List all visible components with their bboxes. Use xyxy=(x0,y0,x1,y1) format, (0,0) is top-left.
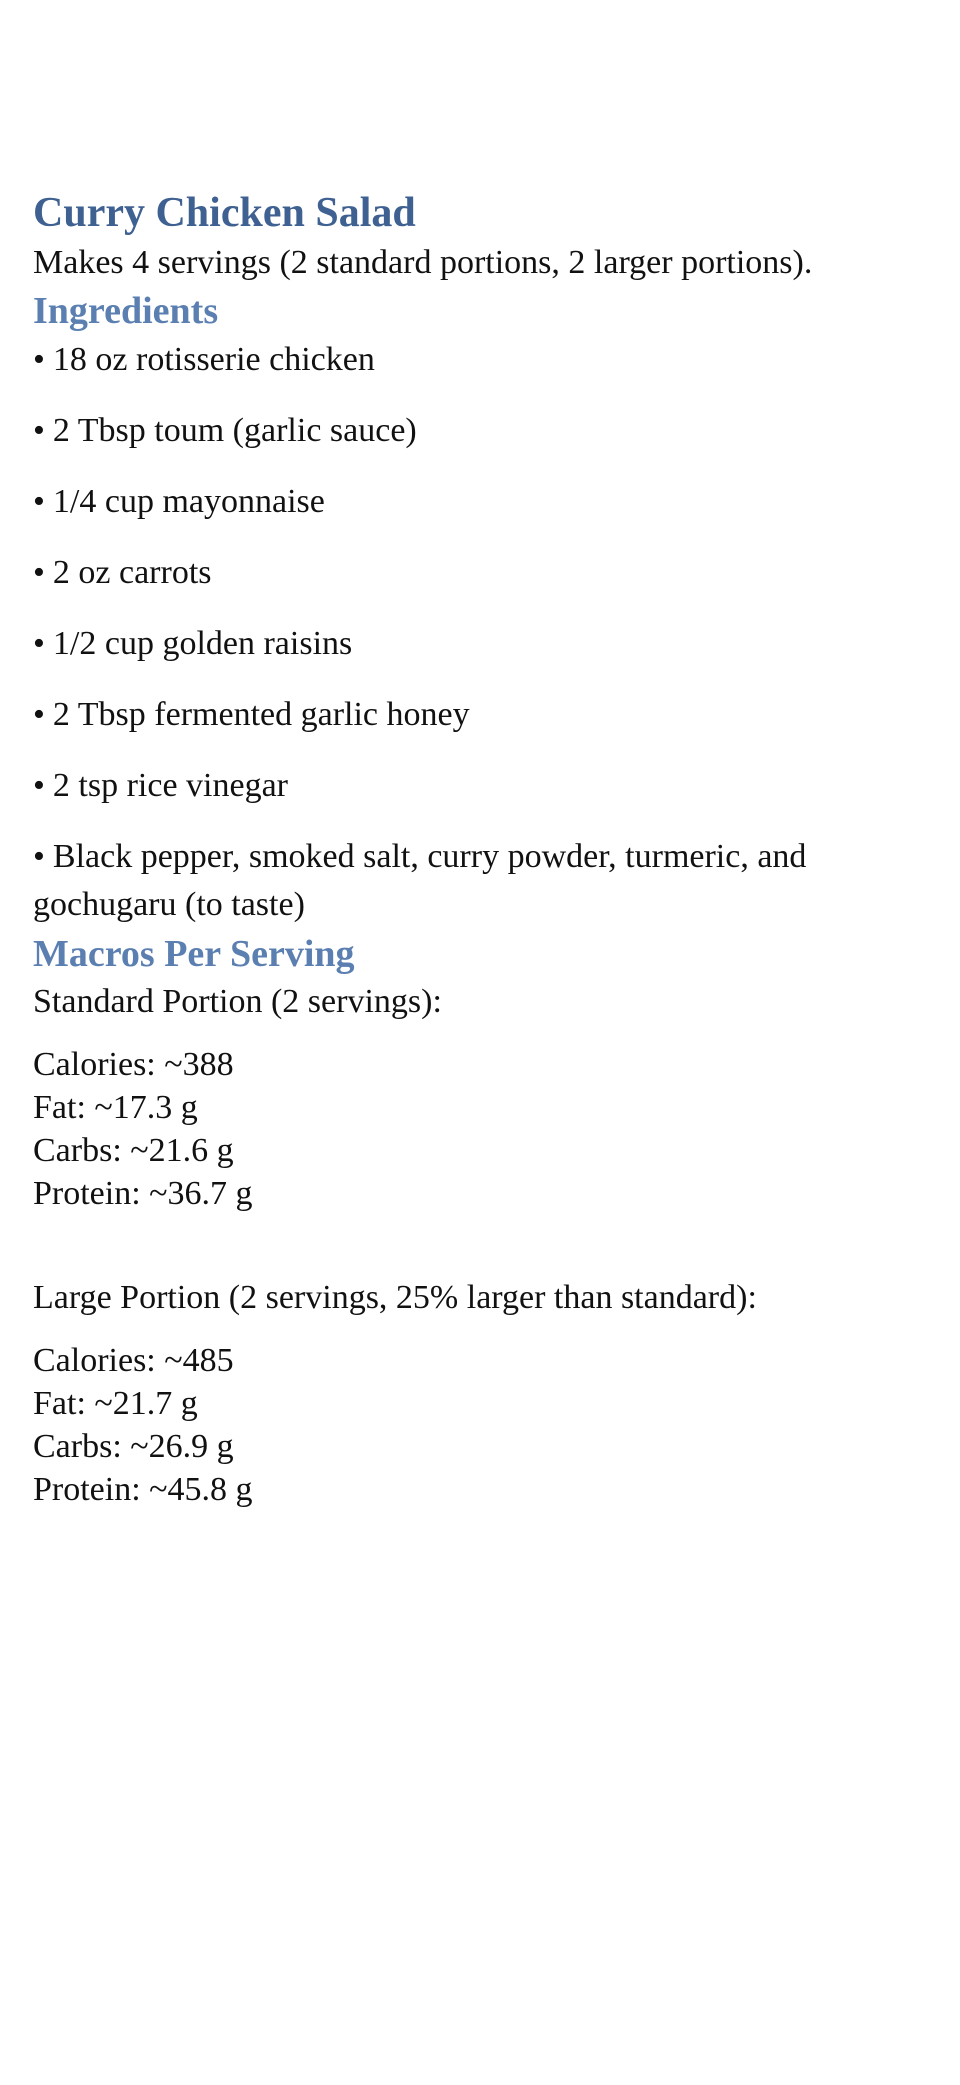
ingredient-text: 2 oz carrots xyxy=(52,554,212,591)
bullet-marker: • xyxy=(33,625,45,662)
ingredient-item xyxy=(33,833,933,929)
large-macros xyxy=(33,1339,933,1511)
ingredient-text: 18 oz rotisserie chicken xyxy=(52,341,375,378)
ingredients-list xyxy=(33,336,933,929)
ingredient-text: 2 Tbsp fermented garlic honey xyxy=(52,696,470,733)
ingredient-text: 1/4 cup mayonnaise xyxy=(52,483,325,520)
ingredient-text: 1/2 cup golden raisins xyxy=(52,625,353,662)
bullet-marker: • xyxy=(33,483,45,520)
ingredient-item xyxy=(33,478,933,526)
ingredient-text: 2 Tbsp toum (garlic sauce) xyxy=(52,412,417,449)
recipe-document xyxy=(33,186,933,1511)
large-portion-heading: Large Portion (2 servings, 25% larger than standard): xyxy=(33,1279,757,1316)
standard-fat: Fat: ~17.3 g xyxy=(33,1089,198,1126)
standard-calories: Calories: ~388 xyxy=(33,1046,234,1083)
standard-portion-heading: Standard Portion (2 servings): xyxy=(33,983,442,1020)
ingredient-text: Black pepper, smoked salt, curry powder, turmeric, and gochugaru (to taste) xyxy=(33,838,807,923)
standard-carbs: Carbs: ~21.6 g xyxy=(33,1132,234,1169)
ingredient-text: 2 tsp rice vinegar xyxy=(52,767,288,804)
standard-macros xyxy=(33,1043,933,1215)
ingredient-item xyxy=(33,407,933,455)
bullet-marker: • xyxy=(33,412,45,449)
bullet-marker: • xyxy=(33,838,45,875)
bullet-marker: • xyxy=(33,554,45,591)
servings-note: Makes 4 servings (2 standard portions, 2 larger portions). xyxy=(33,244,813,281)
ingredients-heading: Ingredients xyxy=(33,290,219,332)
standard-protein: Protein: ~36.7 g xyxy=(33,1175,253,1212)
bullet-marker: • xyxy=(33,767,45,804)
ingredient-item xyxy=(33,336,933,384)
macros-heading: Macros Per Serving xyxy=(33,933,355,975)
bullet-marker: • xyxy=(33,696,45,733)
large-fat: Fat: ~21.7 g xyxy=(33,1385,198,1422)
ingredient-item xyxy=(33,762,933,810)
ingredient-item xyxy=(33,691,933,739)
large-protein: Protein: ~45.8 g xyxy=(33,1471,253,1508)
ingredient-item xyxy=(33,549,933,597)
recipe-title: Curry Chicken Salad xyxy=(33,190,416,236)
large-calories: Calories: ~485 xyxy=(33,1342,234,1379)
large-carbs: Carbs: ~26.9 g xyxy=(33,1428,234,1465)
ingredient-item xyxy=(33,620,933,668)
bullet-marker: • xyxy=(33,341,45,378)
